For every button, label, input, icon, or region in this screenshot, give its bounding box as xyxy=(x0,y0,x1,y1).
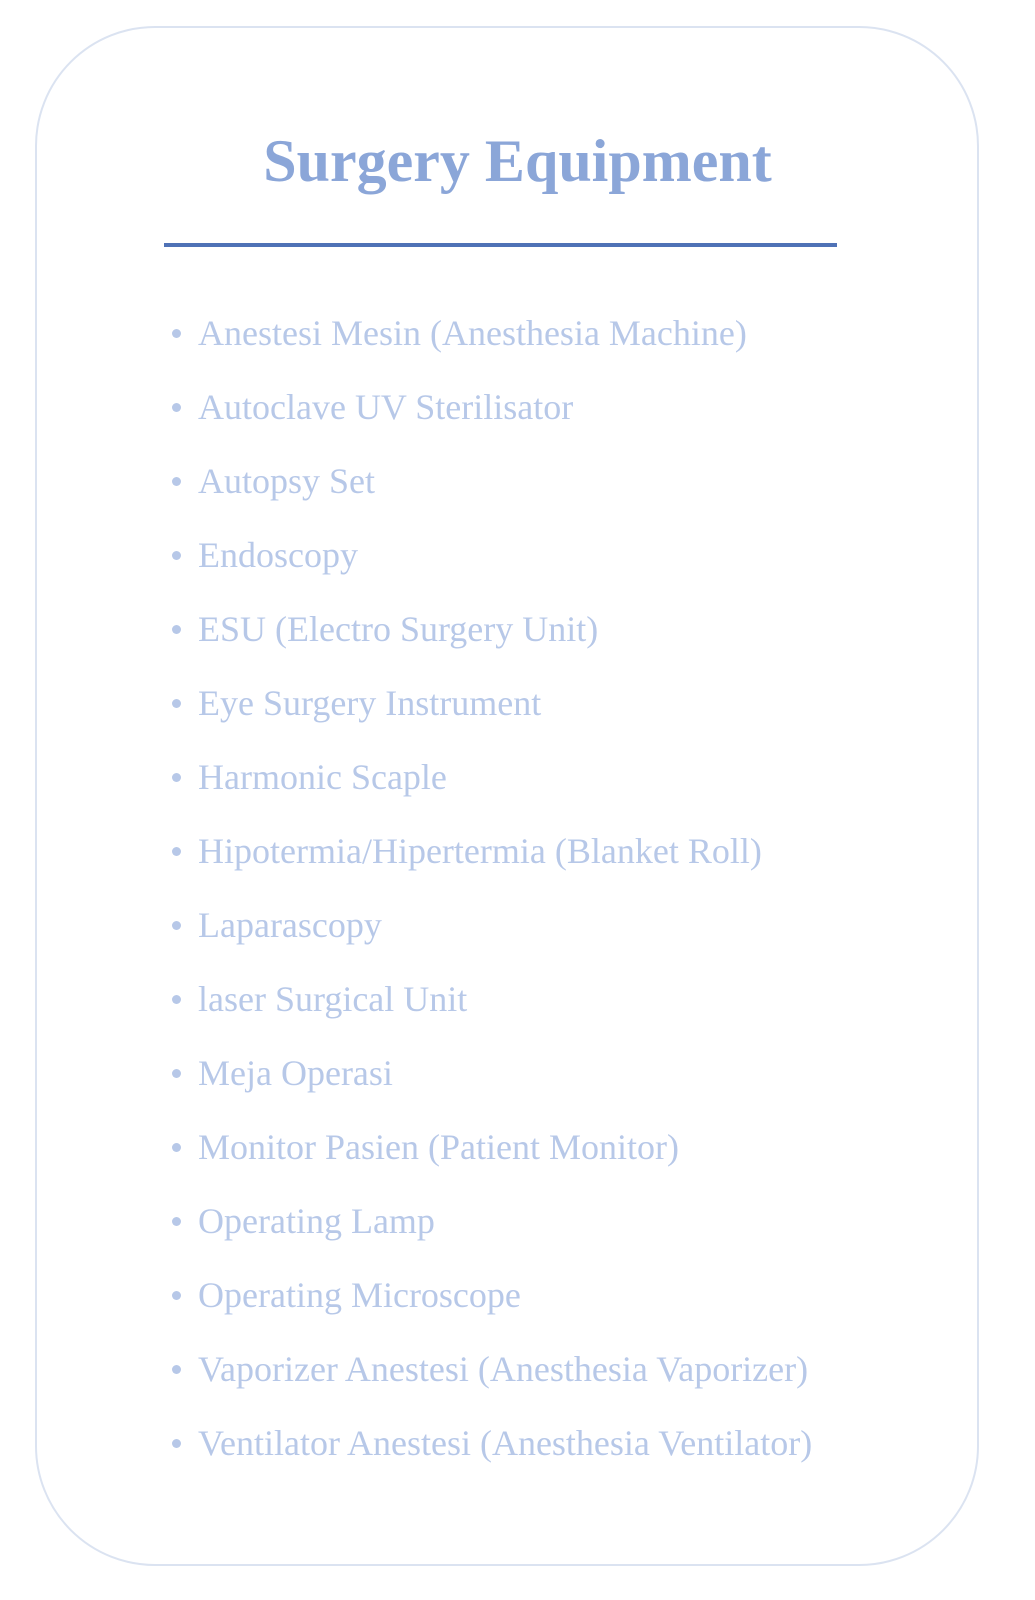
list-item-label: Anestesi Mesin (Anesthesia Machine) xyxy=(198,313,747,353)
list-item xyxy=(168,1036,812,1110)
list-item-label: ESU (Electro Surgery Unit) xyxy=(198,609,599,649)
bullet-icon xyxy=(172,1069,181,1078)
page-title: Surgery Equipment xyxy=(263,128,772,194)
list-item-label: Autoclave UV Sterilisator xyxy=(198,387,574,427)
bullet-icon xyxy=(172,1365,181,1374)
list-item xyxy=(168,1258,812,1332)
list-item xyxy=(168,1332,812,1406)
equipment-list xyxy=(168,296,812,1480)
list-item xyxy=(168,962,812,1036)
list-item xyxy=(168,814,812,888)
list-item xyxy=(168,518,812,592)
list-item-label: Eye Surgery Instrument xyxy=(198,683,542,723)
bullet-icon xyxy=(172,403,181,412)
list-item xyxy=(168,592,812,666)
bullet-icon xyxy=(172,995,181,1004)
list-item xyxy=(168,1184,812,1258)
list-item-label: Harmonic Scaple xyxy=(198,757,447,797)
bullet-icon xyxy=(172,1217,181,1226)
list-item-label: Operating Microscope xyxy=(198,1275,521,1315)
list-item xyxy=(168,444,812,518)
list-item xyxy=(168,296,812,370)
list-item xyxy=(168,370,812,444)
bullet-icon xyxy=(172,921,181,930)
list-item-label: Ventilator Anestesi (Anesthesia Ventilator) xyxy=(198,1423,813,1463)
bullet-icon xyxy=(172,1439,181,1448)
list-item xyxy=(168,666,812,740)
list-item-label: Vaporizer Anestesi (Anesthesia Vaporizer) xyxy=(198,1349,809,1389)
list-item-label: Hipotermia/Hipertermia (Blanket Roll) xyxy=(198,831,762,871)
list-item-label: Endoscopy xyxy=(198,535,358,575)
list-item-label: Monitor Pasien (Patient Monitor) xyxy=(198,1127,679,1167)
bullet-icon xyxy=(172,625,181,634)
title-divider xyxy=(164,243,837,247)
list-item xyxy=(168,888,812,962)
list-item xyxy=(168,740,812,814)
list-item xyxy=(168,1406,812,1480)
bullet-icon xyxy=(172,1143,181,1152)
bullet-icon xyxy=(172,329,181,338)
bullet-icon xyxy=(172,773,181,782)
bullet-icon xyxy=(172,699,181,708)
list-item-label: Operating Lamp xyxy=(198,1201,435,1241)
bullet-icon xyxy=(172,1291,181,1300)
bullet-icon xyxy=(172,551,181,560)
list-item-label: laser Surgical Unit xyxy=(198,979,468,1019)
list-item-label: Autopsy Set xyxy=(198,461,376,501)
list-item-label: Laparascopy xyxy=(198,905,382,945)
list-item-label: Meja Operasi xyxy=(198,1053,393,1093)
bullet-icon xyxy=(172,847,181,856)
list-item xyxy=(168,1110,812,1184)
bullet-icon xyxy=(172,477,181,486)
